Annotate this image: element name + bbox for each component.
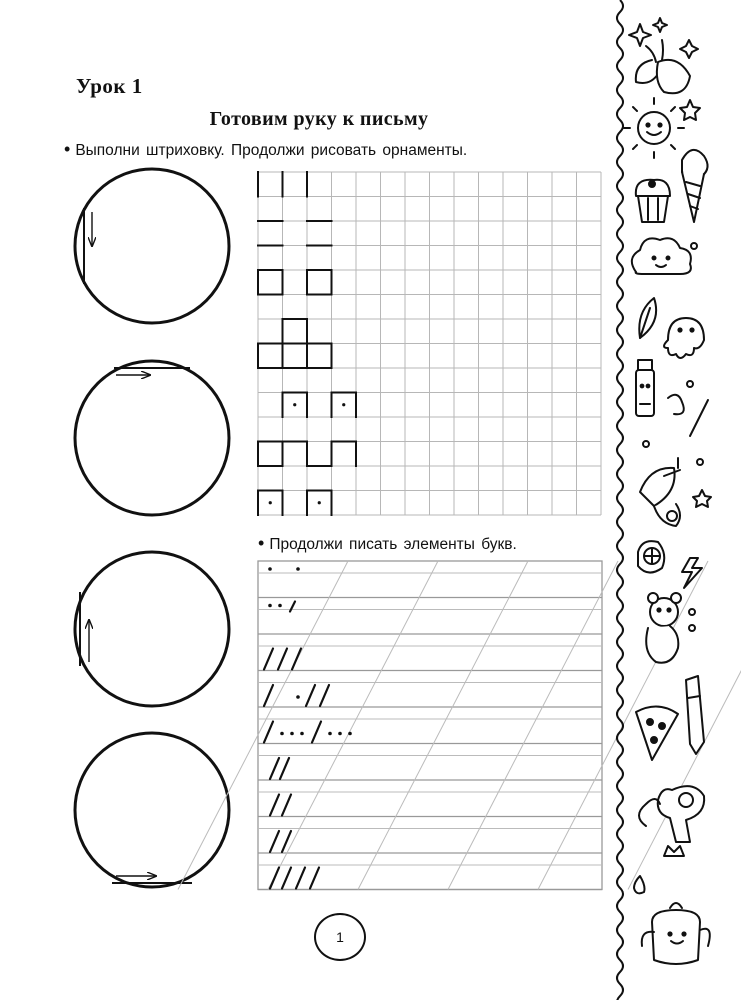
letter-stroke — [280, 758, 289, 779]
letter-dot — [278, 604, 282, 608]
ornament-wave — [258, 442, 356, 467]
letter-dot — [268, 604, 272, 608]
letter-stroke — [312, 722, 321, 743]
ornament-dot — [342, 403, 345, 406]
letter-stroke — [270, 831, 279, 852]
lightning-icon — [682, 558, 702, 588]
leaf-icon — [639, 298, 656, 338]
letter-stroke — [270, 868, 279, 889]
bullet-icon: • — [64, 139, 71, 159]
cupcake-icon — [636, 180, 670, 222]
cloud-icon — [632, 238, 697, 274]
letter-stroke — [292, 649, 301, 670]
letter-stroke — [320, 685, 329, 706]
letter-stroke — [264, 685, 273, 706]
letter-stroke — [282, 795, 291, 816]
star-icon — [680, 100, 700, 120]
slant-line — [178, 561, 348, 890]
circle-exercise-3[interactable] — [75, 552, 229, 706]
letter-stroke — [270, 758, 279, 779]
slant-line — [268, 561, 438, 890]
letter-stroke — [264, 722, 273, 743]
letter-elements — [264, 567, 352, 888]
rocket-icon — [640, 458, 680, 526]
letter-dot — [296, 695, 300, 699]
dots-icon — [643, 441, 703, 465]
slant-line — [358, 561, 528, 890]
drop-icon — [634, 876, 645, 893]
letter-stroke — [264, 649, 273, 670]
pen-icon — [686, 676, 704, 754]
task-text-1: Выполни штриховку. Продолжи рисовать орнаменты. — [75, 142, 468, 159]
circle-exercise-2[interactable] — [75, 361, 229, 515]
hair-dryer-icon — [639, 786, 704, 842]
lemon-icon — [638, 541, 664, 572]
paint-tube-icon — [636, 360, 654, 416]
bullet-icon: • — [258, 533, 265, 553]
sun-icon — [624, 98, 684, 158]
letter-stroke — [306, 685, 315, 706]
octopus-icon — [664, 318, 704, 358]
letter-dot — [338, 732, 342, 736]
pizza-icon — [636, 706, 678, 760]
ice-cream-icon — [682, 150, 708, 222]
needle-icon — [668, 381, 708, 436]
teddy-bear-icon — [646, 593, 695, 663]
letter-dot — [296, 567, 300, 571]
lesson-title: Урок 1 — [76, 74, 143, 98]
teapot-icon — [642, 903, 710, 964]
letter-stroke — [282, 831, 291, 852]
ornament-dot — [269, 501, 272, 504]
letter-dot — [348, 732, 352, 736]
letter-stroke — [282, 868, 291, 889]
letter-stroke — [310, 868, 319, 889]
circle-exercise-4[interactable] — [75, 733, 229, 887]
page-heading: Готовим руку к письму — [209, 108, 429, 130]
page-number: 1 — [314, 913, 366, 961]
ornament-square — [258, 270, 283, 295]
task-text-2: Продолжи писать элементы букв. — [269, 536, 517, 553]
letter-dot — [328, 732, 332, 736]
letter-dot — [268, 567, 272, 571]
crown-icon — [664, 846, 684, 856]
letter-frame — [258, 561, 602, 890]
circle-exercise-1[interactable] — [75, 169, 229, 323]
slant-line — [448, 561, 618, 890]
letter-stroke — [296, 868, 305, 889]
star-icon — [693, 490, 711, 507]
ornament-dot — [293, 403, 296, 406]
ornament-steps — [258, 319, 332, 368]
letter-stroke — [278, 649, 287, 670]
letter-dot — [280, 732, 284, 736]
letter-dot — [300, 732, 304, 736]
ornament-square — [307, 270, 332, 295]
wavy-border — [617, 0, 623, 1000]
ornament-dot — [318, 501, 321, 504]
letter-stroke — [270, 795, 279, 816]
letter-dot — [290, 732, 294, 736]
